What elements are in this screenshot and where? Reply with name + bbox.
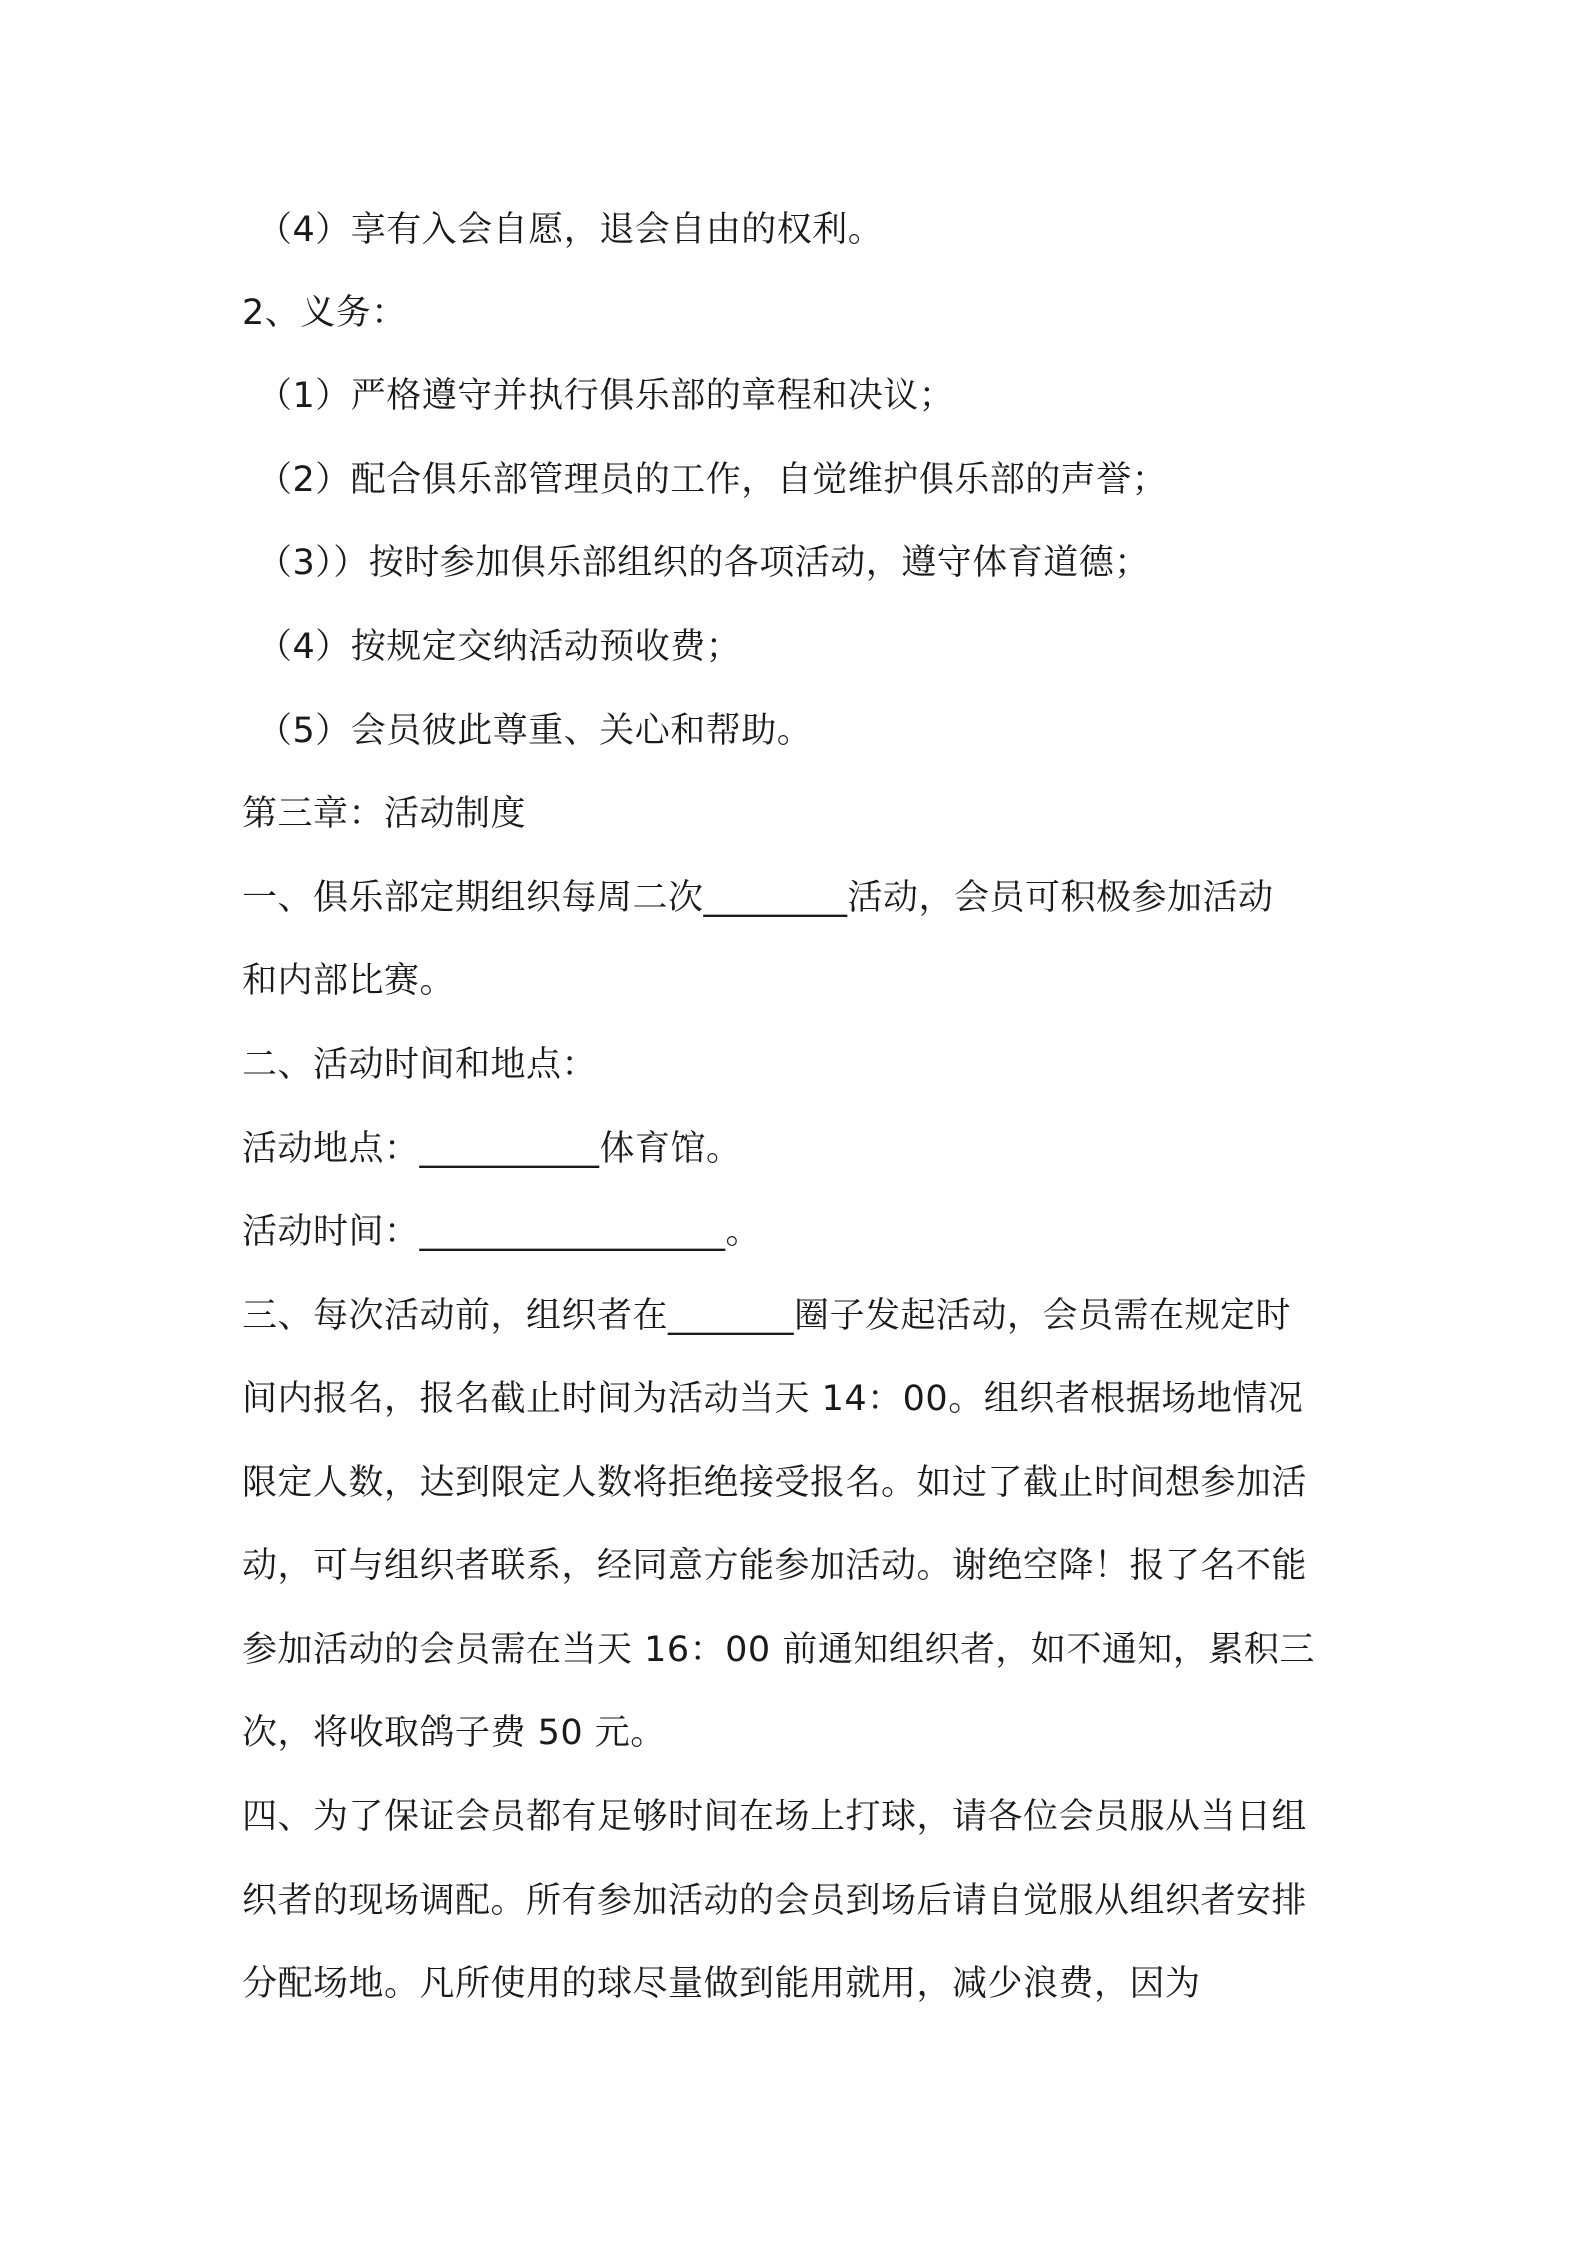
activity-location: 活动地点：__________体育馆。 [242,1129,742,1169]
section-one-line-1: 一、俱乐部定期组织每周二次________活动，会员可积极参加活动 [242,878,1274,918]
obligation-item-1: （1）严格遵守并执行俱乐部的章程和决议； [257,376,955,416]
section-four-line-1: 四、为了保证会员都有足够时间在场上打球，请各位会员服从当日组 [242,1797,1308,1837]
section-three-line-5: 参加活动的会员需在当天 16：00 前通知组织者，如不通知，累积三 [242,1630,1315,1670]
right-item-4: （4）享有入会自愿，退会自由的权利。 [257,210,884,250]
chapter-three-heading: 第三章：活动制度 [242,794,527,834]
section-three-line-6: 次，将收取鸽子费 50 元。 [242,1713,666,1753]
obligation-item-3: （3））按时参加俱乐部组织的各项活动，遵守体育道德； [257,543,1150,583]
obligation-item-5: （5）会员彼此尊重、关心和帮助。 [257,711,813,751]
section-three-line-2: 间内报名，报名截止时间为活动当天 14：00。组织者根据场地情况 [242,1379,1304,1419]
obligation-item-2: （2）配合俱乐部管理员的工作，自觉维护俱乐部的声誉； [257,460,1168,500]
activity-time: 活动时间：_________________。 [242,1212,762,1252]
section-two-heading: 二、活动时间和地点： [242,1045,598,1085]
section-one-line-2: 和内部比赛。 [242,961,456,1001]
section-four-line-2: 织者的现场调配。所有参加活动的会员到场后请自觉服从组织者安排 [242,1881,1308,1921]
section-three-line-3: 限定人数，达到限定人数将拒绝接受报名。如过了截止时间想参加活 [242,1463,1308,1503]
obligation-item-4: （4）按规定交纳活动预收费； [257,627,742,667]
section-three-line-4: 动，可与组织者联系，经同意方能参加活动。谢绝空降！报了名不能 [242,1546,1308,1586]
section-four-line-3: 分配场地。凡所使用的球尽量做到能用就用，减少浪费，因为 [242,1964,1201,2004]
obligations-heading: 2、义务： [242,293,407,333]
section-three-line-1: 三、每次活动前，组织者在_______圈子发起活动，会员需在规定时 [242,1296,1292,1336]
